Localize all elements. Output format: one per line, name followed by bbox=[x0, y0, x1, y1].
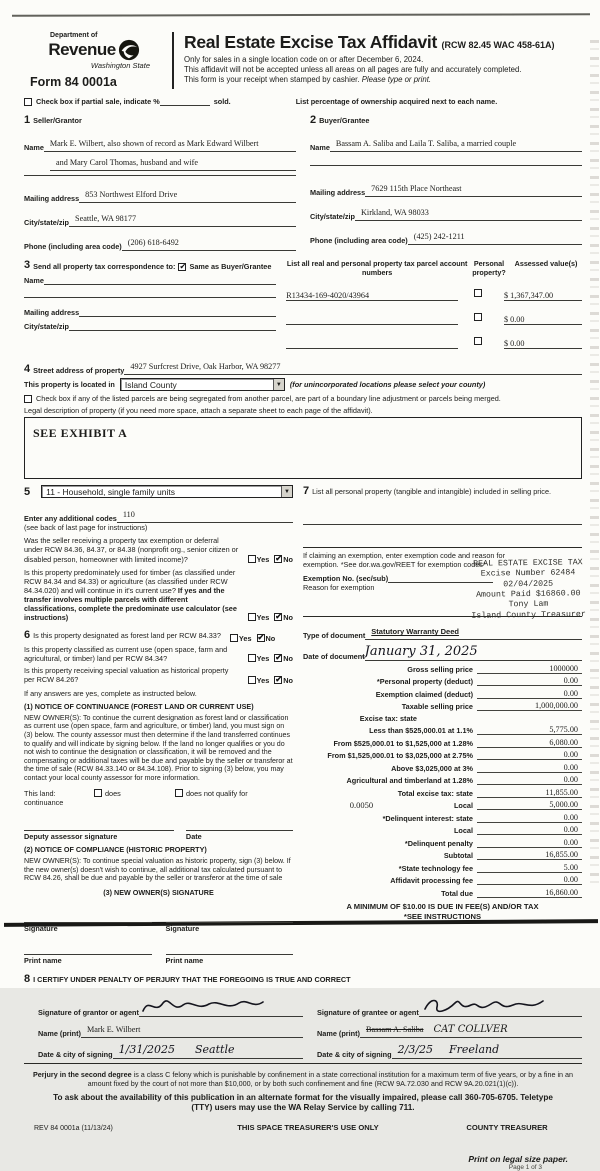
county-dropdown-value: Island County bbox=[124, 379, 177, 390]
seller-name-value[interactable]: Mark E. Wilbert, also shown of record as Mark Edward Wilbert bbox=[49, 139, 259, 148]
county-treasurer-label: COUNTY TREASURER bbox=[466, 1122, 548, 1132]
section-6-number: 6 bbox=[24, 629, 31, 642]
dept-of-label: Department of bbox=[50, 32, 98, 39]
seller-title: Seller/Grantor bbox=[33, 116, 82, 125]
does-not-checkbox[interactable] bbox=[175, 789, 183, 797]
new-owner-signature-field-1[interactable] bbox=[24, 911, 152, 923]
header-note-1: Only for sales in a single location code on or after December 6, 2024. bbox=[184, 55, 424, 64]
segregated-label: Check box if any of the listed parcels are being segregated from another parcel, are part of a boundary line adjustment or parcels being merged. bbox=[36, 394, 501, 403]
exemption-note-line2: exemption. *See dor.wa.gov/REET for exemption codes* bbox=[303, 560, 486, 570]
buyer-title: Buyer/Grantee bbox=[319, 116, 370, 125]
street-address-label: Street address of property bbox=[33, 366, 125, 375]
form-header bbox=[24, 32, 582, 89]
located-note: (for unincorporated locations please select your county) bbox=[289, 380, 486, 389]
grantee-name-label: Name (print) bbox=[317, 1028, 360, 1038]
grantor-name-label: Name (print) bbox=[38, 1028, 81, 1038]
continuance-label: continuance bbox=[24, 797, 64, 807]
tax-value[interactable]: 0.00 bbox=[477, 775, 582, 785]
correspondence-mailing-label: Mailing address bbox=[24, 308, 80, 317]
scan-edge-top bbox=[12, 13, 590, 17]
tax-value[interactable]: 0.00 bbox=[477, 813, 582, 823]
tax-value[interactable]: 0.00 bbox=[477, 825, 582, 835]
grantee-city-value[interactable]: Freeland bbox=[449, 1042, 500, 1056]
print-name-label: Print name bbox=[165, 955, 204, 965]
buyer-mailing-value[interactable]: 7629 115th Place Northeast bbox=[371, 184, 462, 193]
signature-label: Signature bbox=[165, 923, 200, 933]
seller-mailing-label: Mailing address bbox=[24, 194, 80, 203]
print-legal-size-note: Print on legal size paper. bbox=[468, 1153, 568, 1164]
reason-for-exemption-label: Reason for exemption bbox=[303, 583, 375, 593]
grantee-signature-field[interactable] bbox=[419, 995, 582, 1017]
stamp-line: Excise Number 62484 bbox=[481, 568, 576, 580]
same-as-buyer-label: Same as Buyer/Grantee bbox=[189, 262, 272, 271]
tax-value[interactable]: 1000000 bbox=[477, 664, 582, 674]
exemption-note-line1: If claiming an exemption, enter exemption code and reason for bbox=[303, 550, 505, 560]
washington-state-label: Washington State bbox=[90, 61, 150, 70]
tax-value[interactable]: 5,775.00 bbox=[477, 725, 582, 735]
tax-label: Subtotal bbox=[443, 851, 473, 861]
timber-no-checkbox[interactable] bbox=[274, 613, 282, 621]
county-dropdown-arrow-icon[interactable]: ▼ bbox=[273, 379, 284, 390]
seller-name-extra-line[interactable] bbox=[24, 172, 296, 176]
seller-phone-label: Phone (including area code) bbox=[24, 242, 122, 251]
section-7-number: 7 bbox=[303, 485, 310, 498]
revenue-wordmark: Revenue bbox=[48, 40, 116, 59]
forest-yes-checkbox[interactable] bbox=[230, 634, 238, 642]
page-number: Page 1 of 3 bbox=[508, 1163, 542, 1171]
tax-label: Gross selling price bbox=[407, 664, 473, 674]
deputy-assessor-label: Deputy assessor signature bbox=[24, 831, 118, 841]
forest-no-checkbox[interactable] bbox=[257, 634, 265, 642]
grantor-signature-scribble bbox=[139, 995, 269, 1017]
new-owner-print-name-field-1[interactable] bbox=[24, 943, 152, 955]
correspondence-name-field[interactable] bbox=[44, 276, 276, 285]
section-property bbox=[24, 356, 582, 479]
grantor-city-value[interactable]: Seattle bbox=[195, 1042, 235, 1056]
tax-value[interactable]: 6,080.00 bbox=[477, 738, 582, 748]
additional-codes-label: Enter any additional codes bbox=[24, 514, 117, 524]
new-owner-signature-title: (3) NEW OWNER(S) SIGNATURE bbox=[103, 887, 214, 897]
seller-city-label: City/state/zip bbox=[24, 218, 70, 227]
section-8-number: 8 bbox=[24, 972, 31, 985]
section-5-number: 5 bbox=[24, 485, 31, 498]
parcel-number-value[interactable] bbox=[286, 339, 458, 349]
treasurer-stamp bbox=[471, 558, 586, 622]
tax-label: Local bbox=[453, 801, 473, 811]
notice-compliance-body: NEW OWNER(S): To continue special valuation as historic property, sign (3) below. If the new owner(s) doesn't wish to continue, all additional tax calculated pursuant to RCW 84.26, shall be due and payable by the seller or transferor at the time of sale bbox=[24, 856, 291, 883]
current-use-no-checkbox[interactable] bbox=[274, 654, 282, 662]
exemption-no-label: Exemption No. (sec/sub) bbox=[303, 574, 389, 584]
tax-value[interactable]: 1,000,000.00 bbox=[477, 701, 582, 711]
correspondence-label: Send all property tax correspondence to: bbox=[33, 262, 176, 271]
tax-value[interactable]: 0.00 bbox=[477, 875, 582, 885]
tax-value[interactable]: 5,000.00 bbox=[477, 800, 582, 810]
perjury-note: Perjury in the second degree is a class C felony which is punishable by confinement in a state correctional institution for a maximum term of five years, or by a fine in an amount fixed by the court of not more than $10,000, or by both such confinement and fine (RCW 9A.72.030 and RCW 9A.20.021(1)(c)). bbox=[32, 1069, 574, 1088]
alternate-format-note: To ask about the availability of this publication in an alternate format for the visually impaired, please call 360-705-6705. Teletype (TTY) users may use the WA Relay Service by calling 711. bbox=[53, 1092, 553, 1112]
treasurer-use-only-label: THIS SPACE TREASURER'S USE ONLY bbox=[237, 1122, 379, 1132]
notice-compliance-title: (2) NOTICE OF COMPLIANCE (HISTORIC PROPERTY) bbox=[24, 844, 207, 854]
tax-label: Affidavit processing fee bbox=[390, 876, 473, 886]
additional-codes-value[interactable]: 110 bbox=[122, 510, 135, 520]
seller-name-value-2[interactable]: and Mary Carol Thomas, husband and wife bbox=[56, 158, 198, 167]
personal-property-checkbox[interactable] bbox=[474, 313, 482, 321]
form-number: Form 84 0001a bbox=[30, 75, 117, 89]
legal-description-value: SEE EXHIBIT A bbox=[33, 426, 128, 441]
rev-form-code: REV 84 0001a (11/13/24) bbox=[34, 1124, 113, 1132]
personal-property-column-header: Personal property? bbox=[472, 259, 506, 277]
grantor-date-label: Date & city of signing bbox=[38, 1049, 113, 1059]
scan-noise-artifacts bbox=[590, 40, 599, 888]
partial-sale-label: Check box if partial sale, indicate % bbox=[36, 97, 160, 106]
grantor-signature-label: Signature of grantor or agent bbox=[38, 1007, 139, 1017]
type-of-document-label: Type of document bbox=[303, 631, 366, 641]
correspondence-city-label: City/state/zip bbox=[24, 322, 70, 331]
see-instructions-note: *SEE INSTRUCTIONS bbox=[403, 911, 482, 921]
exemption-yes-checkbox[interactable] bbox=[248, 555, 256, 563]
section-classification: 5 11 - Household, single family units ▼ Enter any additional codes 110 (see back of last page for instructions) Was the seller receiving a property tax exemption or deferral under RCW 84.36, 84.37, or 84.38 (nonprofit org., senior citizen or disabled person, homeowner with limited income)? Yes ✔ No Is this property predominately used for timber (as classified under RCW 84.34 and 84.33) or agriculture (as classified under RCW 84.34.020) and will continue in it's current use? If yes and the transfer involves multiple parcels with different classifications, complete the predominate use calculator (see instructions) Yes ✔ No 6 Is this property designated as forest land per RCW 84.33? Yes ✔ No Is this property classified as current use (open space, farm and agricultural, or timber) land per RCW 84.34? Yes ✔ No Is this property receiving special valuation as historical property per RCW 84.26? Yes ✔ No If any answers are yes, complete as instructed below. (1) NOTICE OF CONTINUANCE (FOREST LAND OR CURRENT USE) NEW OWNER(S): To continue the current designation as forest land or classification as current use (open space, farm and agriculture, or timber) land, you must sign on (3) below. The county assessor must then determine if the land transferred continues to qualify and will indicate by signing below. If the land no longer qualifies or you do not wish to continue the designation or classification, it will be removed and the compensating or additional taxes will be due and payable by the seller or transferor at the time of sale (RCW 84.33.140 or 84.34.108). Prior to signing (3) below, you may contact your local county assessor for more information. This land: does does not qualify for continuance Deputy assessor signature Date (2) NOTICE OF COMPLIANCE (HISTORIC PROPERTY) NEW OWNER(S): To continue special valuation as historic property, sign (3) below. If the new owner(s) doesn't wish to continue, all additional tax calculated pursuant to RCW 84.26, shall be due and payable by the seller or transferor at the time of sale (3) NEW OWNER(S) SIGNATURE Signature Signature Print name Print name bbox=[24, 485, 303, 965]
parcel-table bbox=[286, 259, 582, 349]
stamp-line: REAL ESTATE EXCISE TAX bbox=[473, 558, 584, 569]
section-2-number: 2 bbox=[310, 114, 317, 126]
tax-label: *State technology fee bbox=[398, 863, 473, 873]
tax-label: Above $3,025,000 at 3% bbox=[391, 763, 473, 773]
tax-value[interactable]: 0.00 bbox=[477, 763, 582, 773]
notice-continuance-body: NEW OWNER(S): To continue the current designation as forest land or classification as current use (open space, farm and agriculture, or timber) land, you must sign on (3) below. The county assessor must then determine if the land transferred continues to qualify and will indicate by signing below. If the land no longer qualifies or you do not wish to continue the designation or classification, it will be removed and the compensating or additional taxes will be due and payable by the seller or transferor at the time of sale (RCW 84.33.140 or 84.34.108). Prior to signing (3) below, you may contact your local county assessor for more information. bbox=[24, 713, 293, 783]
timber-yes-checkbox[interactable] bbox=[248, 613, 256, 621]
same-as-buyer-checkbox[interactable] bbox=[178, 263, 186, 271]
sold-label: sold. bbox=[213, 97, 231, 106]
new-owner-signature-field-2[interactable] bbox=[166, 911, 294, 923]
buyer-phone-label: Phone (including area code) bbox=[310, 236, 408, 245]
land-use-code-value: 11 - Household, single family units bbox=[46, 486, 175, 497]
ownership-note: List percentage of ownership acquired next to each name. bbox=[295, 97, 498, 106]
tax-value[interactable]: 0.00 bbox=[477, 750, 582, 760]
seller-phone-value[interactable]: (206) 618-6492 bbox=[127, 238, 179, 247]
buyer-name-label: Name bbox=[310, 143, 330, 152]
personal-property-checkbox[interactable] bbox=[474, 337, 482, 345]
exemption-divider bbox=[303, 547, 582, 548]
deputy-date-label: Date bbox=[185, 831, 202, 841]
historic-question: Is this property receiving special valuation as historical property per RCW 84.26? bbox=[24, 666, 229, 685]
title-rcw-reference: (RCW 82.45 WAC 458-61A) bbox=[441, 40, 555, 50]
current-use-yes-checkbox[interactable] bbox=[248, 654, 256, 662]
buyer-city-value[interactable]: Kirkland, WA 98033 bbox=[361, 208, 429, 217]
parcel-number-value[interactable]: R13434-169-4020/43964 bbox=[286, 291, 458, 301]
legal-description-label: Legal description of property (if you need more space, attach a separate sheet to each page of the affidavit). bbox=[24, 406, 373, 416]
header-note-2: This affidavit will not be accepted unless all areas on all pages are fully and accurately completed. bbox=[184, 65, 522, 75]
tax-label: Local bbox=[453, 826, 473, 836]
type-of-document-value[interactable]: Statutory Warranty Deed bbox=[371, 627, 459, 637]
buyer-phone-value[interactable]: (425) 242-1211 bbox=[413, 232, 465, 241]
exemption-no-checkbox[interactable] bbox=[274, 555, 282, 563]
parcel-column-header: List all real and personal property tax parcel account numbers bbox=[286, 259, 468, 277]
buyer-name-extra-line[interactable] bbox=[310, 162, 582, 166]
deputy-date-field[interactable] bbox=[186, 819, 293, 831]
revenue-logo-block bbox=[24, 32, 172, 89]
does-label: does bbox=[105, 788, 121, 798]
tax-label: Exemption claimed (deduct) bbox=[375, 689, 473, 699]
header-note-3: This form is your receipt when stamped by cashier. Please type or print. bbox=[184, 75, 432, 85]
grantee-name-printed[interactable]: Bassam A. Saliba bbox=[365, 1024, 424, 1034]
correspondence-name-label: Name bbox=[24, 276, 44, 285]
tax-value[interactable]: 16,860.00 bbox=[477, 888, 582, 898]
tax-label: *Personal property (deduct) bbox=[376, 677, 473, 687]
grantee-date-label: Date & city of signing bbox=[317, 1049, 392, 1059]
buyer-city-label: City/state/zip bbox=[310, 212, 356, 221]
seller-city-value[interactable]: Seattle, WA 98177 bbox=[75, 214, 137, 223]
date-of-document-label: Date of document bbox=[303, 652, 365, 662]
current-use-question: Is this property classified as current use (open space, farm and agricultural, or timber) land per RCW 84.34? bbox=[24, 645, 228, 664]
tax-label: From $1,525,000.01 to $3,025,000 at 2.75% bbox=[327, 751, 473, 761]
notice-continuance-title: (1) NOTICE OF CONTINUANCE (FOREST LAND OR CURRENT USE) bbox=[24, 701, 254, 711]
grantee-name-handwritten[interactable]: CAT COLLVER bbox=[433, 1023, 508, 1035]
assessed-value[interactable]: $ 0.00 bbox=[504, 315, 582, 325]
segregated-checkbox[interactable] bbox=[24, 395, 32, 403]
section-certify bbox=[24, 969, 582, 1059]
tax-label: Less than $525,000.01 at 1.1% bbox=[369, 726, 473, 736]
correspondence-mailing-field[interactable] bbox=[79, 308, 276, 317]
does-not-label: does not qualify for bbox=[186, 788, 248, 798]
tax-label: *Delinquent interest: state bbox=[382, 813, 473, 823]
timber-question: Is this property predominately used for timber (as classified under RCW 84.34 and 84.33) or agriculture (as classified under RCW 84.34.020) and will continue in it's current use? If yes and the transfer involves multiple parcels with different classifications, complete the predominate use calculator (see instructions) bbox=[24, 567, 237, 623]
answers-note: If any answers are yes, complete as instructed below. bbox=[24, 688, 197, 698]
parcel-number-value[interactable] bbox=[286, 315, 458, 325]
county-dropdown[interactable] bbox=[120, 378, 285, 391]
section-tax-computation bbox=[303, 485, 587, 965]
buyer-name-value[interactable]: Bassam A. Saliba and Laila T. Saliba, a married couple bbox=[335, 139, 517, 148]
land-use-dropdown-arrow-icon[interactable]: ▼ bbox=[281, 486, 292, 497]
correspondence-city-field[interactable] bbox=[69, 322, 276, 331]
assessed-value-column-header: Assessed value(s) bbox=[514, 259, 578, 268]
tax-label: Total due bbox=[441, 888, 473, 898]
section-land-designation: 6 Is this property designated as forest land per RCW 84.33? Yes ✔ No bbox=[24, 629, 293, 643]
stamp-line: Amount Paid $16860.00 bbox=[476, 589, 582, 601]
tax-label: Taxable selling price bbox=[401, 702, 473, 712]
tax-value[interactable]: 16,855.00 bbox=[477, 850, 582, 860]
assessed-value[interactable]: $ 0.00 bbox=[504, 339, 582, 349]
stamp-line: Island County Treasurer bbox=[471, 610, 587, 621]
section-1-number: 1 bbox=[24, 114, 31, 126]
deputy-assessor-signature-field[interactable] bbox=[24, 819, 174, 831]
local-rate-value: 0.0050 bbox=[349, 800, 374, 811]
tax-value[interactable]: 0.00 bbox=[477, 676, 582, 686]
page-title: Real Estate Excise Tax Affidavit bbox=[184, 32, 438, 52]
codes-note: (see back of last page for instructions) bbox=[24, 523, 148, 533]
located-in-label: This property is located in bbox=[24, 380, 115, 389]
tax-value[interactable]: 0.00 bbox=[477, 838, 582, 848]
new-owner-print-name-field-2[interactable] bbox=[166, 943, 294, 955]
signature-label: Signature bbox=[24, 923, 58, 933]
seller-name-label: Name bbox=[24, 143, 44, 152]
this-land-label: This land: bbox=[24, 788, 56, 798]
footer-divider bbox=[24, 1063, 582, 1064]
grantee-date-value[interactable]: 2/3/25 bbox=[397, 1042, 434, 1056]
minimum-due-note: A MINIMUM OF $10.00 IS DUE IN FEE(S) AND/OR TAX bbox=[346, 901, 539, 911]
stamp-line: 02/04/2025 bbox=[503, 579, 554, 590]
parcel-row bbox=[286, 307, 582, 325]
section-4-number: 4 bbox=[24, 363, 31, 375]
tax-value[interactable]: 5.00 bbox=[477, 863, 582, 873]
personal-property-label: List all personal property (tangible and intangible) included in selling price. bbox=[312, 487, 552, 497]
excise-tax-state-header: Excise tax: state bbox=[359, 713, 417, 723]
partial-percent-field[interactable] bbox=[160, 97, 210, 106]
seller-mailing-value[interactable]: 853 Northwest Elford Drive bbox=[85, 190, 178, 199]
grantor-date-value[interactable]: 1/31/2025 bbox=[118, 1042, 176, 1056]
grantor-name-value[interactable]: Mark E. Wilbert bbox=[86, 1024, 141, 1034]
does-checkbox[interactable] bbox=[94, 789, 102, 797]
section-buyer-grantee bbox=[310, 110, 582, 251]
assessed-value[interactable]: $ 1,367,347.00 bbox=[504, 291, 582, 301]
section-seller-grantor bbox=[24, 110, 296, 251]
grantor-signature-field[interactable] bbox=[139, 995, 303, 1017]
header-divider bbox=[172, 32, 174, 89]
personal-property-checkbox[interactable] bbox=[474, 289, 482, 297]
date-of-document-value[interactable]: January 31, 2025 bbox=[364, 644, 478, 660]
partial-sale-checkbox[interactable] bbox=[24, 98, 32, 106]
legal-description-box[interactable] bbox=[24, 417, 582, 479]
certify-statement: I CERTIFY UNDER PENALTY OF PERJURY THAT THE FOREGOING IS TRUE AND CORRECT bbox=[33, 974, 351, 984]
street-address-value[interactable]: 4927 Surfcrest Drive, Oak Harbor, WA 98277 bbox=[130, 362, 281, 371]
correspondence-extra-line[interactable] bbox=[24, 294, 276, 298]
parcel-row bbox=[286, 283, 582, 301]
tax-label: Agricultural and timberland at 1.28% bbox=[346, 776, 473, 786]
exemption-question: Was the seller receiving a property tax exemption or deferral under RCW 84.36, 84.37, or 84.38 (nonprofit org., senior citizen or disabled person, homeowner with limited income)? bbox=[24, 536, 239, 564]
buyer-mailing-label: Mailing address bbox=[310, 188, 366, 197]
tax-value[interactable]: 0.00 bbox=[477, 689, 582, 699]
tax-label: From $525,000.01 to $1,525,000 at 1.28% bbox=[333, 738, 473, 748]
personal-property-field-1[interactable] bbox=[303, 513, 582, 525]
tax-label: Total excise tax: state bbox=[397, 788, 473, 798]
print-name-label: Print name bbox=[24, 955, 62, 965]
parcel-row bbox=[286, 331, 582, 349]
historic-yes-checkbox[interactable] bbox=[248, 676, 256, 684]
tax-label: *Delinquent penalty bbox=[404, 838, 473, 848]
forest-land-question: Is this property designated as forest land per RCW 84.33? bbox=[33, 631, 221, 641]
grantee-signature-label: Signature of grantee or agent bbox=[317, 1007, 419, 1017]
tax-value[interactable]: 11,855.00 bbox=[477, 788, 582, 798]
revenue-swirl-logo-icon bbox=[118, 39, 140, 61]
section-3-number: 3 bbox=[24, 259, 31, 271]
grantee-signature-scribble bbox=[419, 995, 549, 1017]
stamp-line: Tony Lam bbox=[508, 600, 549, 610]
section-correspondence bbox=[24, 259, 286, 349]
land-use-code-dropdown[interactable] bbox=[41, 485, 293, 498]
historic-no-checkbox[interactable] bbox=[274, 676, 282, 684]
